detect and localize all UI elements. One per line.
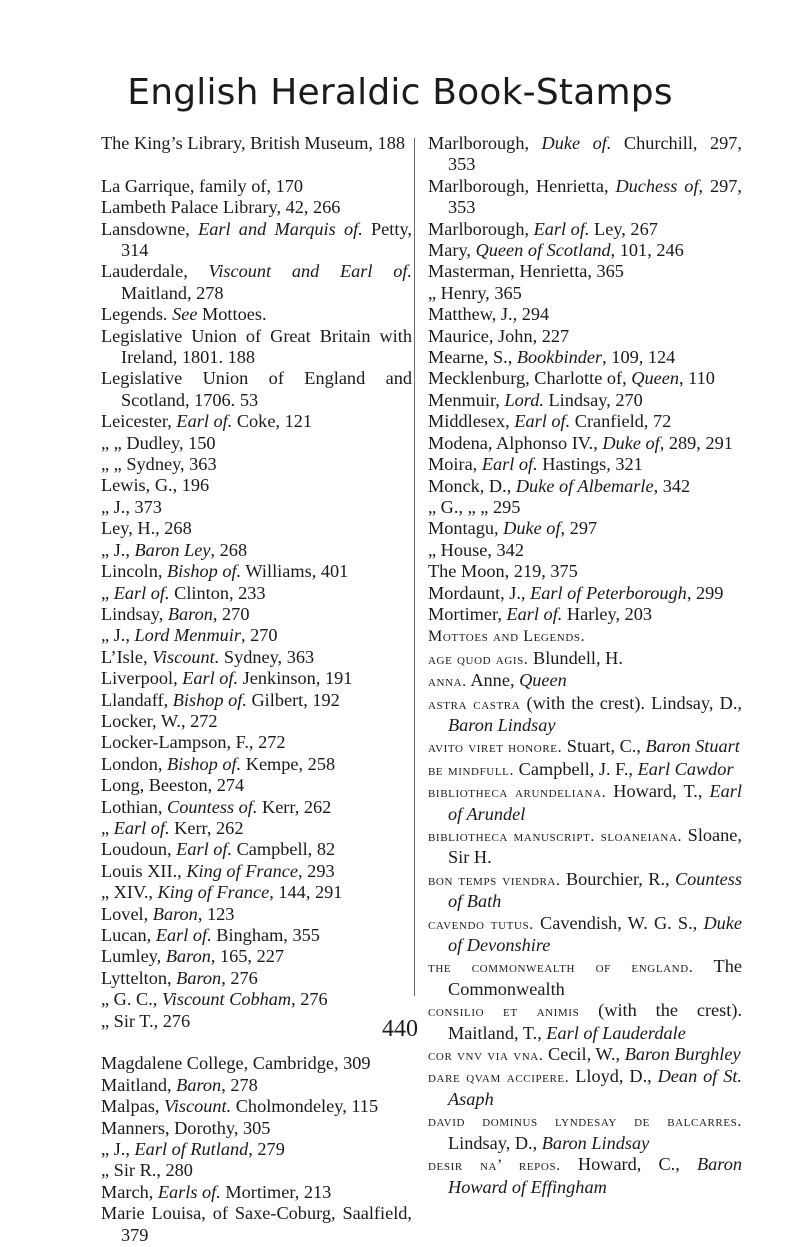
index-entry	[101, 775, 412, 796]
index-entry	[428, 956, 742, 1000]
entry-text: „ House, 342	[428, 539, 524, 560]
entry-title-italic: Baron	[176, 967, 222, 988]
entry-text: (with the crest). Lindsay, D.,	[520, 692, 742, 713]
entry-text: Cavendish, W. G. S.,	[533, 912, 704, 933]
entry-text: Monck, D.,	[428, 475, 516, 496]
entry-text: , 268	[210, 539, 248, 560]
entry-title-italic: Bookbinder	[516, 347, 603, 368]
index-entry	[101, 604, 412, 625]
entry-text: Bingham, 355	[211, 925, 320, 946]
entry-title-italic: Bishop of.	[167, 561, 242, 582]
entry-text: , 297, 353	[448, 175, 743, 218]
entry-text: Williams, 401	[241, 561, 349, 582]
index-entry	[428, 670, 742, 692]
entry-text: Legislative Union of England and Scotland, 1706. 53	[101, 368, 412, 410]
entry-title-italic: Earl of.	[514, 411, 571, 432]
entry-text: Long, Beeston, 274	[101, 775, 245, 796]
index-entry	[101, 925, 412, 946]
entry-text: Mortimer,	[428, 603, 507, 624]
entry-text: Marlborough, Henrietta,	[428, 175, 616, 196]
index-entry	[101, 1139, 412, 1160]
index-entry	[428, 497, 742, 518]
index-entry	[428, 625, 742, 647]
entry-text: Sloane, Sir H.	[448, 825, 742, 868]
index-entry	[101, 989, 412, 1010]
entry-title-italic: Baron Stuart	[645, 736, 740, 757]
index-entry	[428, 347, 742, 368]
entry-title-italic: Earl of.	[176, 839, 233, 860]
entry-text: Menmuir,	[428, 389, 505, 410]
entry-title-italic: Baron Howard of Effingham	[448, 1154, 742, 1197]
entry-text: , 297	[560, 518, 598, 539]
entry-text: Lansdowne,	[101, 218, 199, 239]
entry-title-italic: Baron	[165, 946, 211, 967]
index-entry	[101, 1096, 412, 1117]
index-entry	[101, 326, 412, 369]
entry-title-italic: Earl Cawdor	[637, 758, 734, 779]
index-entry	[101, 561, 412, 582]
index-entry	[101, 732, 412, 753]
entry-motto: be mindfull.	[428, 761, 515, 779]
index-entry	[101, 1160, 412, 1181]
entry-title-italic: Lord.	[504, 389, 544, 410]
entry-text: Lindsay, D.,	[448, 1132, 542, 1153]
entry-motto: astra castra	[428, 695, 521, 713]
entry-text: , 342	[653, 475, 691, 496]
index-entry	[428, 869, 742, 913]
index-entry	[428, 390, 742, 411]
entry-title-italic: Bishop of.	[167, 753, 242, 774]
entry-title-italic: Earl of Rutland	[134, 1139, 249, 1160]
index-entry	[101, 968, 412, 989]
entry-title-italic: Queen	[631, 368, 679, 389]
entry-text: Cranfield, 72	[570, 411, 672, 432]
index-entry	[101, 861, 412, 882]
index-entry	[428, 736, 742, 758]
entry-text: Maurice, John, 227	[428, 325, 570, 346]
entry-text: Cecil, W.,	[543, 1044, 625, 1065]
index-entry	[101, 754, 412, 775]
index-entry	[101, 219, 412, 262]
entry-motto: bibliotheca arundeliana.	[428, 784, 607, 802]
entry-title-italic: Earl of Peterborough	[530, 582, 687, 603]
entry-text: March,	[101, 1181, 158, 1202]
index-entry	[101, 1203, 412, 1246]
entry-text: Lewis, G., 196	[101, 475, 210, 496]
entry-text: „ J., 373	[101, 496, 162, 517]
entry-title-italic: Earl of.	[113, 582, 170, 603]
entry-text: La Garrique, family of, 170	[101, 175, 304, 196]
entry-title-italic: Earl of.	[113, 817, 170, 838]
entry-title-italic: Viscount.	[152, 646, 220, 667]
entry-title-italic: Duke of	[503, 518, 561, 539]
entry-title-italic: Earl of.	[533, 218, 590, 239]
entry-text: „ „ Sydney, 363	[101, 454, 217, 475]
index-entry	[101, 583, 412, 604]
entry-title-italic: Bishop of.	[172, 689, 247, 710]
entry-motto: bibliotheca manuscript. sloaneiana.	[428, 828, 683, 845]
entry-text: Lambeth Palace Library, 42, 266	[101, 197, 341, 218]
entry-motto: cor vnv via vna.	[428, 1047, 544, 1065]
entry-text: Lindsay,	[101, 603, 168, 624]
entry-title-italic: Countess of.	[167, 796, 258, 817]
index-entry	[101, 647, 412, 668]
entry-motto: Mottoes and Legends.	[428, 628, 586, 646]
entry-text: Campbell, J. F.,	[514, 758, 638, 779]
entry-text: „	[101, 582, 114, 603]
entry-title-italic: Earl of.	[506, 603, 563, 624]
index-entry	[428, 433, 742, 454]
entry-title-italic: Earl of Arundel	[448, 781, 742, 824]
entry-title-italic: Duchess of	[615, 175, 699, 196]
index-entry	[428, 454, 742, 475]
entry-text: Petty, 314	[121, 218, 412, 261]
entry-text: Kerr, 262	[169, 817, 244, 838]
entry-text: The Moon, 219, 375	[428, 561, 578, 582]
entry-text: Stuart, C.,	[562, 736, 646, 757]
entry-text: Middlesex,	[428, 411, 515, 432]
entry-text: London,	[101, 753, 168, 774]
entry-text: Lincoln,	[101, 561, 168, 582]
index-entry	[101, 540, 412, 561]
entry-text: Maitland,	[101, 1074, 177, 1095]
entry-title-italic: King of France	[157, 882, 270, 903]
entry-title-italic: Viscount and Earl of.	[208, 261, 413, 282]
entry-text: Lloyd, D.,	[569, 1066, 658, 1087]
entry-title-italic: Lord Menmuir	[134, 625, 241, 646]
entry-motto: avito viret honore.	[428, 739, 563, 757]
entry-gap	[101, 154, 412, 175]
entry-text: Loudoun,	[101, 839, 177, 860]
entry-text: Lothian,	[101, 796, 168, 817]
entry-text: Mary,	[428, 240, 476, 261]
entry-text: „ J.,	[101, 625, 135, 646]
index-entry	[101, 197, 412, 218]
index-entry	[101, 304, 412, 325]
index-entry	[428, 1154, 742, 1198]
entry-text: Locker, W., 272	[101, 710, 218, 731]
index-entry	[101, 625, 412, 646]
entry-text: Locker-Lampson, F., 272	[101, 732, 286, 753]
entry-title-italic: Baron Lindsay	[541, 1132, 650, 1153]
entry-title-italic: Earl of.	[176, 411, 233, 432]
entry-title-italic: Earl and Marquis of.	[198, 218, 363, 239]
entry-text: Marlborough,	[428, 133, 542, 153]
entry-title-italic: Earl of.	[481, 454, 538, 475]
entry-motto: consilio et animis	[428, 1003, 580, 1021]
entry-motto: cavendo tutus.	[428, 915, 534, 933]
entry-text: Liverpool,	[101, 668, 183, 689]
entry-text: „	[101, 817, 114, 838]
entry-motto: anna.	[428, 673, 467, 691]
entry-text: Legislative Union of Great Britain with Ireland, 1801. 188	[101, 325, 412, 368]
entry-text: Clinton, 233	[169, 582, 266, 603]
entry-text: Coke, 121	[232, 411, 313, 432]
entry-title-italic: Baron Lindsay	[448, 714, 556, 735]
entry-text: Howard, C.,	[560, 1154, 697, 1175]
index-entry	[101, 839, 412, 860]
entry-text: „ Sir T., 276	[101, 1010, 191, 1031]
entry-text: (with the crest). Maitland, T.,	[448, 1000, 742, 1043]
entry-text: , 278	[221, 1074, 258, 1095]
entry-motto: bon temps viendra.	[428, 871, 561, 889]
index-entry	[101, 454, 412, 475]
entry-motto: david dominus lyndesay de balcarres.	[428, 1113, 742, 1131]
entry-text: L’Isle,	[101, 646, 153, 667]
index-entry	[428, 759, 742, 781]
entry-title-italic: Earls of.	[157, 1181, 221, 1202]
page-title: English Heraldic Book-Stamps	[127, 72, 673, 113]
index-entry	[428, 693, 742, 737]
entry-text: Jenkinson, 191	[238, 668, 353, 689]
entry-text: , 270	[241, 625, 278, 646]
entry-text: „ Henry, 365	[428, 282, 522, 303]
index-entry	[101, 668, 412, 689]
index-entry	[428, 518, 742, 539]
index-entry	[428, 561, 742, 582]
entry-text: Harley, 203	[562, 603, 653, 624]
entry-text: Marlborough,	[428, 218, 534, 239]
entry-title-italic: Duke of	[602, 432, 660, 453]
entry-text: Magdalene College, Cambridge, 309	[101, 1053, 371, 1074]
entry-text: Lumley,	[101, 946, 166, 967]
entry-text: „ G., „ „ 295	[428, 496, 521, 517]
index-entry	[101, 690, 412, 711]
entry-title-italic: Duke of Devonshire	[448, 912, 743, 956]
index-entry	[101, 261, 412, 304]
entry-text: Bourchier, R.,	[560, 868, 675, 889]
index-entry	[428, 913, 742, 957]
entry-text: „ J.,	[101, 1139, 135, 1160]
index-entry	[101, 518, 412, 539]
entry-text: , 165, 227	[210, 946, 284, 967]
entry-title-italic: Queen of Scotland	[475, 240, 611, 261]
entry-text: „ XIV.,	[101, 882, 158, 903]
entry-text: The Commonwealth	[448, 956, 742, 999]
index-entry	[428, 648, 742, 670]
entry-title-italic: Baron	[176, 1074, 222, 1095]
index-entry	[101, 133, 412, 154]
entry-title-italic: Baron Burghley	[624, 1044, 741, 1065]
index-entry	[101, 176, 412, 197]
index-entry	[101, 882, 412, 903]
entry-text: , 110	[678, 368, 715, 389]
entry-text: , 276	[221, 967, 258, 988]
entry-title-italic: Duke of.	[541, 133, 612, 153]
index-entry	[101, 1182, 412, 1203]
index-entry	[428, 540, 742, 561]
index-entry	[101, 904, 412, 925]
index-entry	[428, 176, 742, 219]
entry-title-italic: Earl of.	[155, 925, 212, 946]
entry-title-italic: Viscount Cobham	[161, 989, 292, 1010]
index-entry	[428, 583, 742, 604]
entry-text: Kempe, 258	[241, 753, 336, 774]
index-entry	[428, 304, 742, 325]
index-entry	[428, 476, 742, 497]
index-entry	[428, 240, 742, 261]
entry-text: , 270	[212, 603, 250, 624]
index-entry	[428, 1044, 742, 1066]
entry-text: Legends.	[101, 304, 173, 325]
entry-text: Anne,	[466, 670, 520, 691]
index-entry	[101, 475, 412, 496]
entry-text: Maitland, 278	[121, 282, 224, 303]
index-entry	[428, 283, 742, 304]
entry-text: , 279	[248, 1139, 285, 1160]
entry-title-italic: Earl of.	[182, 668, 239, 689]
entry-text: Mearne, S.,	[428, 347, 517, 368]
index-entry	[428, 261, 742, 282]
entry-text: Mecklenburg, Charlotte of,	[428, 368, 632, 389]
entry-motto: dare qvam accipere.	[428, 1069, 570, 1087]
index-entry	[101, 497, 412, 518]
entry-text: Lindsay, 270	[543, 389, 643, 410]
entry-text: , 123	[197, 903, 235, 924]
entry-text: Lovel,	[101, 903, 153, 924]
entry-text: Modena, Alphonso IV.,	[428, 432, 603, 453]
entry-text: Cholmondeley, 115	[231, 1096, 379, 1117]
index-entry	[101, 1075, 412, 1096]
entry-text: Churchill, 297, 353	[448, 133, 742, 175]
entry-title-italic: King of France	[186, 860, 299, 881]
entry-text: Hastings, 321	[537, 454, 643, 475]
index-entry	[428, 1066, 742, 1110]
entry-text: Montagu,	[428, 518, 504, 539]
entry-text: Malpas,	[101, 1096, 164, 1117]
entry-text: Mortimer, 213	[220, 1181, 332, 1202]
entry-title-italic: Dean of St. Asaph	[448, 1066, 742, 1109]
index-entry	[101, 1118, 412, 1139]
index-column-left	[101, 133, 412, 1246]
entry-title-italic: Duke of Albemarle	[515, 475, 654, 496]
entry-text: , 293	[298, 860, 335, 881]
index-entry	[101, 433, 412, 454]
entry-text: „ J.,	[101, 539, 135, 560]
index-entry	[101, 711, 412, 732]
entry-text: Moira,	[428, 454, 482, 475]
entry-title-italic: Baron	[167, 603, 213, 624]
entry-title-italic: See	[172, 304, 198, 325]
entry-text: Blundell, H.	[528, 647, 623, 668]
entry-text: The King’s Library, British Museum, 188	[101, 133, 405, 153]
entry-text: Ley, H., 268	[101, 518, 192, 539]
entry-text: Mottoes.	[197, 304, 267, 325]
index-entry	[428, 133, 742, 176]
entry-text: , 276	[291, 989, 328, 1010]
entry-text: „ „ Dudley, 150	[101, 432, 216, 453]
column-divider	[414, 138, 415, 996]
index-entry	[428, 1110, 742, 1154]
entry-text: Gilbert, 192	[246, 689, 340, 710]
entry-text: Masterman, Henrietta, 365	[428, 261, 624, 282]
entry-text: Kerr, 262	[257, 796, 332, 817]
entry-text: Manners, Dorothy, 305	[101, 1117, 271, 1138]
entry-text: , 299	[686, 582, 724, 603]
entry-text: Leicester,	[101, 411, 177, 432]
index-entry	[428, 219, 742, 240]
entry-text: Lyttelton,	[101, 967, 177, 988]
entry-text: , 109, 124	[602, 347, 676, 368]
entry-title-italic: Countess of Bath	[448, 868, 742, 912]
entry-text: Campbell, 82	[232, 839, 336, 860]
index-entry	[101, 1053, 412, 1074]
index-entry	[428, 368, 742, 389]
entry-text: , 144, 291	[269, 882, 343, 903]
entry-motto: desir na’ repos.	[428, 1157, 561, 1175]
entry-text: , 289, 291	[659, 432, 733, 453]
entry-text: Mordaunt, J.,	[428, 582, 531, 603]
entry-text: Ley, 267	[589, 218, 658, 239]
entry-title-italic: Earl of Lauderdale	[546, 1022, 686, 1043]
entry-text: Marie Louisa, of Saxe-Coburg, Saalfield, 379	[101, 1203, 412, 1245]
index-entry	[428, 781, 742, 825]
entry-text: Llandaff,	[101, 689, 173, 710]
entry-text: Sydney, 363	[219, 646, 315, 667]
entry-text: Lauderdale,	[101, 261, 209, 282]
index-entry	[101, 411, 412, 432]
entry-text: Howard, T.,	[606, 781, 710, 802]
entry-title-italic: Baron Ley	[134, 539, 211, 560]
index-entry	[101, 946, 412, 967]
entry-motto: the commonwealth of england.	[428, 959, 694, 977]
entry-title-italic: Queen	[519, 670, 567, 691]
entry-text: Louis XII.,	[101, 860, 187, 881]
entry-title-italic: Baron	[152, 903, 198, 924]
index-entry	[428, 411, 742, 432]
entry-text: Lucan,	[101, 925, 156, 946]
entry-text: , 101, 246	[610, 240, 684, 261]
index-entry	[101, 818, 412, 839]
index-entry	[428, 825, 742, 869]
entry-text: „ G. C.,	[101, 989, 162, 1010]
entry-title-italic: Viscount.	[163, 1096, 232, 1117]
index-entry	[428, 604, 742, 625]
entry-text: „ Sir R., 280	[101, 1160, 193, 1181]
page-number: 440	[382, 1016, 418, 1042]
index-entry	[428, 326, 742, 347]
entry-text: Matthew, J., 294	[428, 304, 550, 325]
index-entry	[101, 368, 412, 411]
index-entry	[101, 797, 412, 818]
entry-motto: age quod agis.	[428, 650, 529, 668]
